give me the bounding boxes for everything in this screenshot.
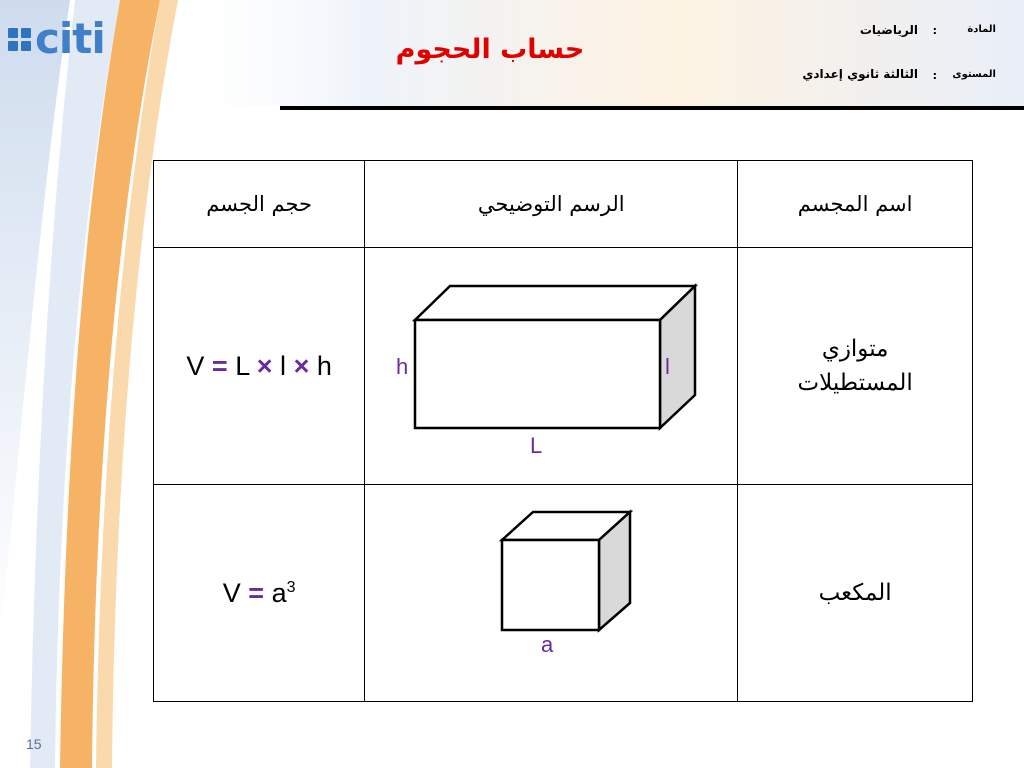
header-volume: حجم الجسم: [154, 161, 365, 248]
cuboid-drawing: [365, 248, 737, 480]
page-number: 15: [26, 736, 42, 752]
subject-value: الرياضيات: [859, 23, 918, 37]
subject-colon: :: [932, 24, 937, 37]
name-cell: [738, 248, 973, 485]
header-divider: [280, 106, 1024, 110]
volumes-table: [153, 160, 973, 702]
table-row: [154, 248, 973, 485]
label-l: l: [665, 354, 671, 379]
subject-label: المادة: [967, 24, 996, 35]
table-row: [154, 485, 973, 702]
level-colon: :: [932, 69, 937, 82]
label-h: h: [396, 354, 409, 379]
label-a: a: [541, 632, 554, 657]
citi-logo: [8, 14, 105, 63]
logo-squares-icon: [8, 28, 31, 51]
cube-name: المكعب: [818, 580, 892, 606]
lesson-meta: [790, 20, 1010, 90]
cube-drawing: [365, 485, 737, 697]
header-name: اسم المجسم: [738, 161, 973, 248]
drawing-cell: [365, 485, 738, 702]
level-label: المستوى: [952, 69, 996, 80]
table-header-row: [154, 161, 973, 248]
cuboid-name: متوازي المستطيلات: [797, 336, 913, 396]
label-L: L: [530, 433, 543, 458]
level-value: الثالثة ثانوي إعدادي: [802, 67, 918, 81]
page-title: حساب الحجوم: [395, 34, 585, 65]
logo-text: citi: [35, 14, 105, 63]
formula-cell: [154, 248, 365, 485]
cuboid-top-face: [415, 286, 695, 320]
drawing-cell: [365, 248, 738, 485]
cuboid-formula: V = L × l × h: [186, 350, 332, 381]
header-drawing: الرسم التوضيحي: [365, 161, 738, 248]
cube-formula: $V = a^3$: [222, 577, 296, 608]
formula-cell: [154, 485, 365, 702]
name-cell: [738, 485, 973, 702]
cuboid-front-face: [415, 320, 660, 428]
cube-front-face: [502, 540, 599, 630]
